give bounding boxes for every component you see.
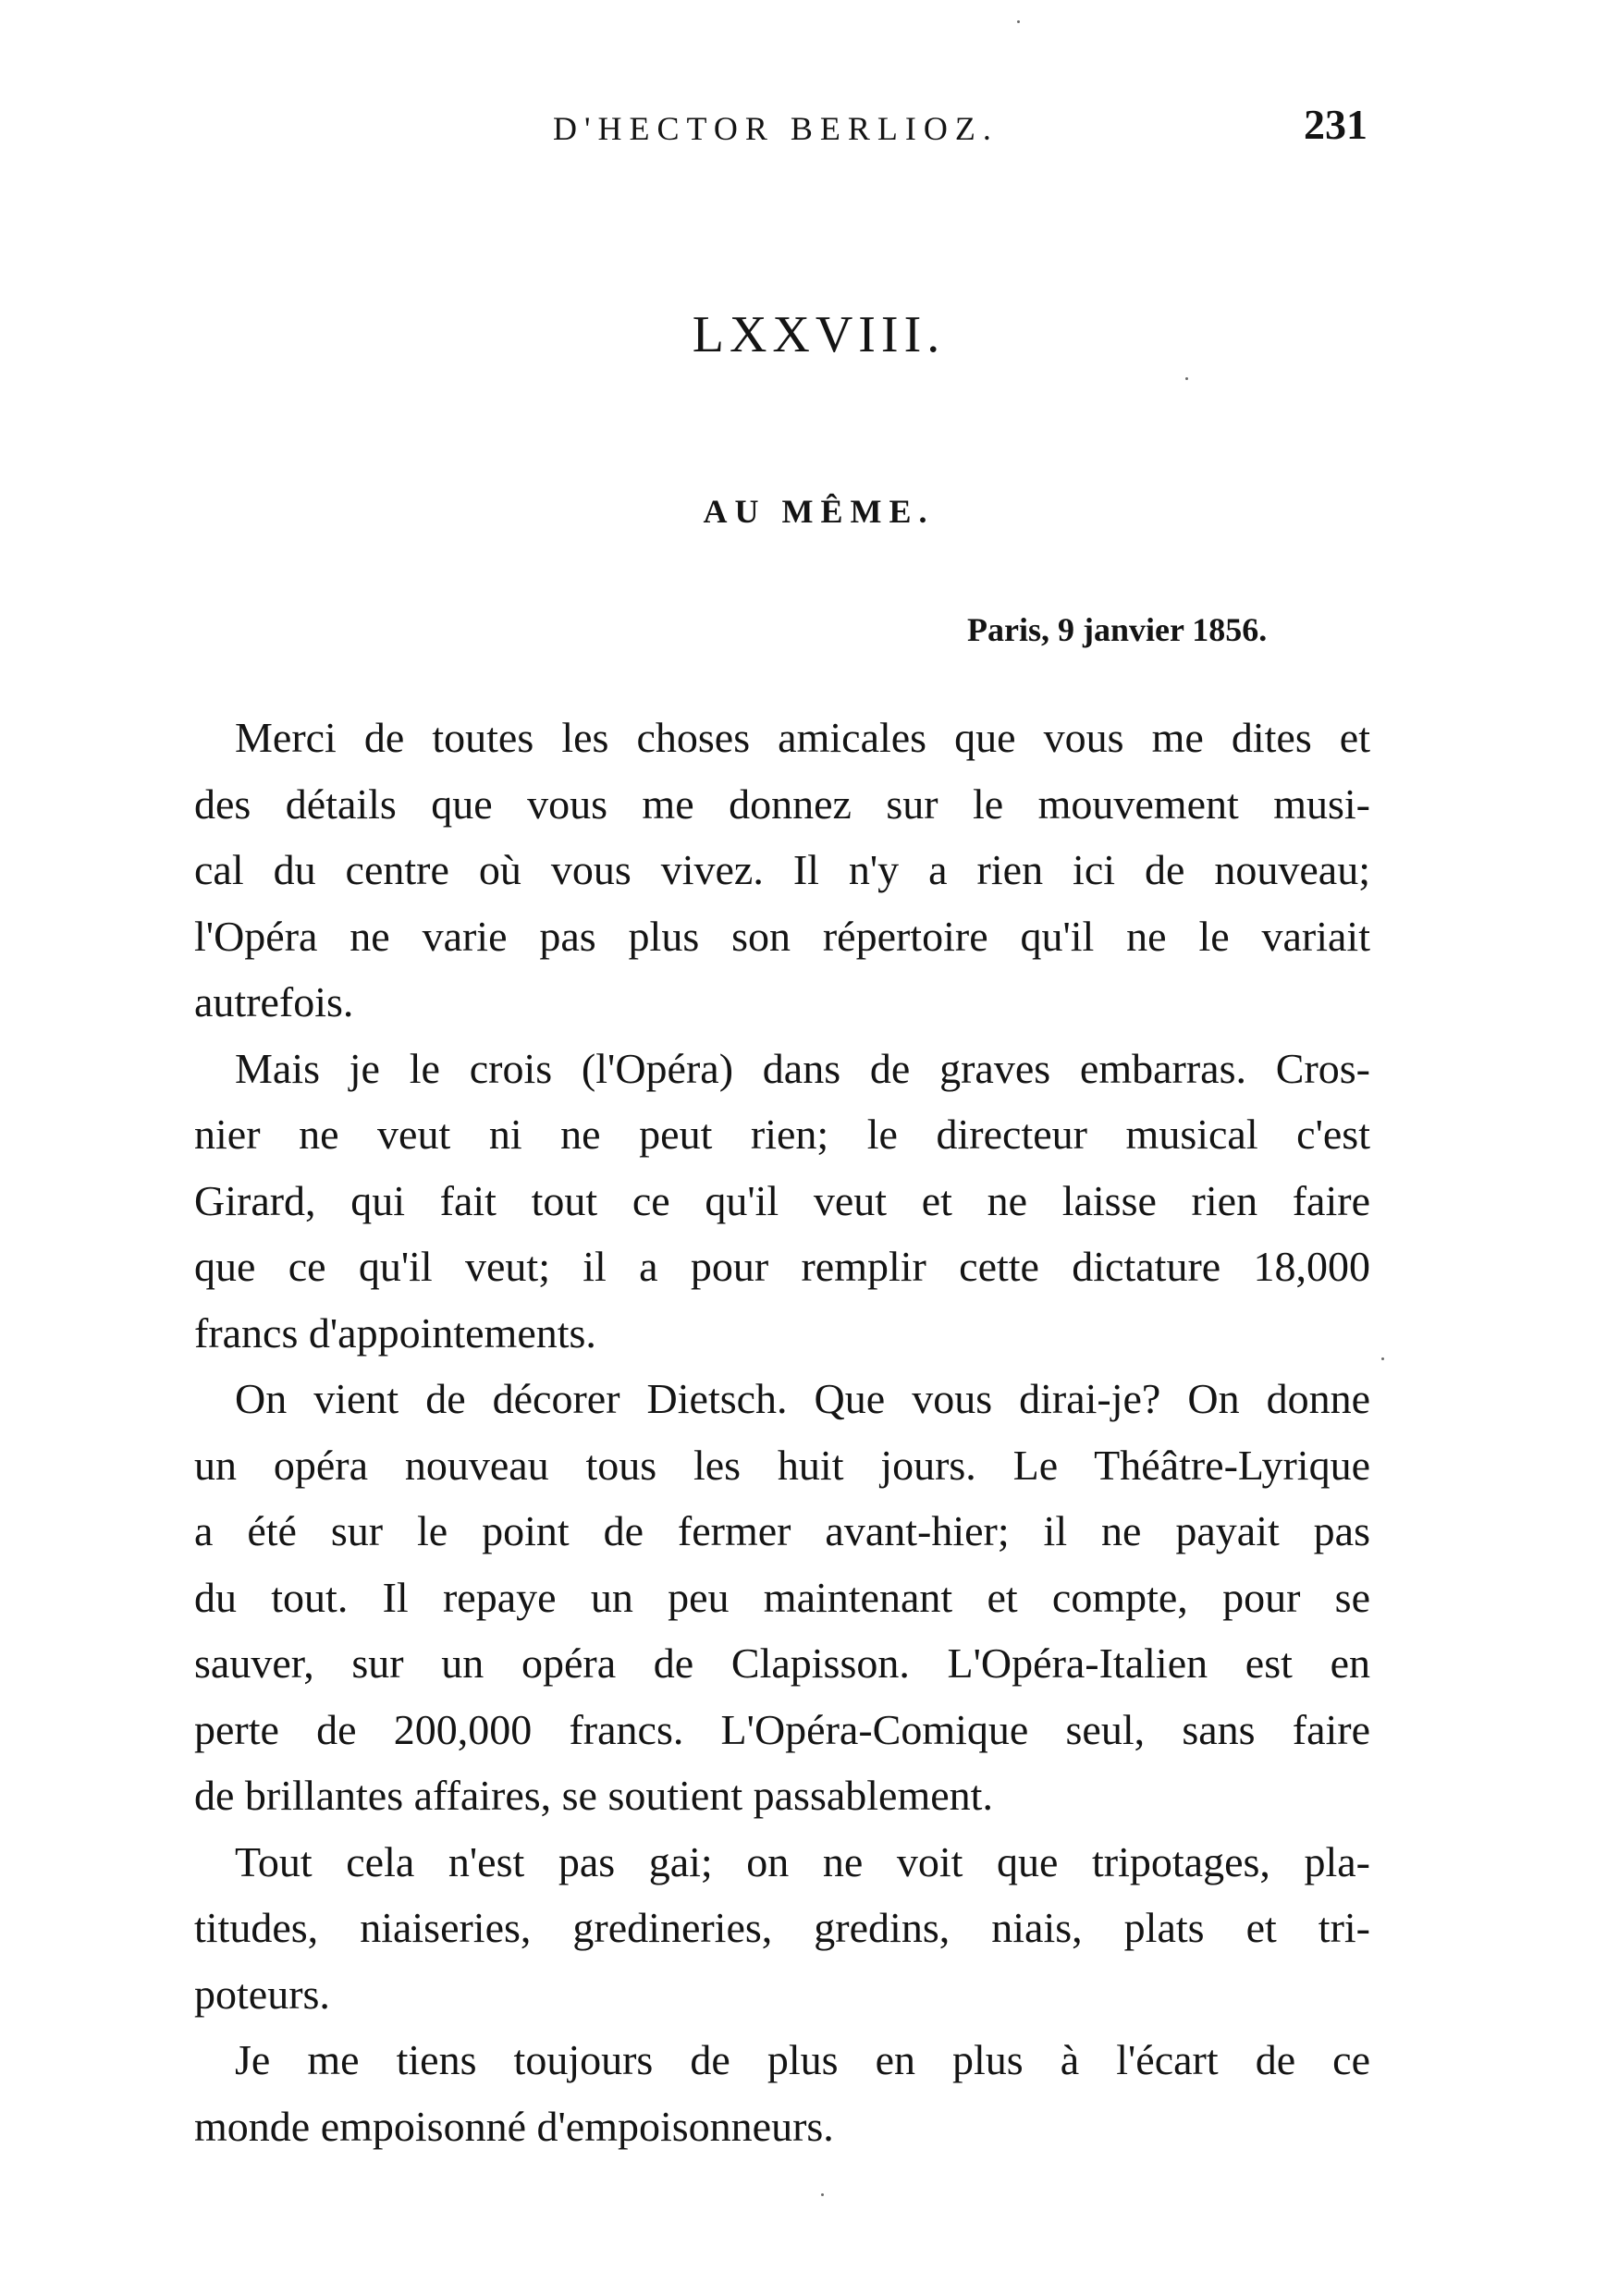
- text-line: cal du centre où vous vivez. Il n'y a rien ici de nouveau;: [194, 846, 1370, 893]
- letter-number-heading: LXXVIII.: [692, 306, 946, 363]
- text-line: nier ne veut ni ne peut rien; le directeur musical c'est: [194, 1111, 1370, 1158]
- letter-addressee: AU MÊME.: [703, 493, 935, 530]
- text-line: a été sur le point de fermer avant-hier; il ne payait pas: [194, 1507, 1370, 1554]
- paragraph: [194, 1366, 1370, 1829]
- paragraph: [194, 705, 1370, 1036]
- letter-dateline: Paris, 9 janvier 1856.: [967, 611, 1268, 648]
- print-speck: [1017, 20, 1020, 23]
- paragraph: [194, 1036, 1370, 1367]
- print-speck: [821, 2193, 824, 2196]
- page-number: 231: [1304, 101, 1368, 148]
- letter-body: [194, 705, 1370, 2159]
- text-line: sauver, sur un opéra de Clapisson. L'Opéra-Italien est en: [194, 1639, 1370, 1687]
- text-line: Je me tiens toujours de plus en plus à l'écart de ce: [235, 2036, 1370, 2083]
- text-line: un opéra nouveau tous les huit jours. Le Théâtre-Lyrique: [194, 1441, 1370, 1489]
- text-line: Merci de toutes les choses amicales que vous me dites et: [235, 714, 1370, 761]
- text-line: Mais je le crois (l'Opéra) dans de graves embarras. Cros-: [235, 1044, 1370, 1092]
- text-line: francs d'appointements.: [194, 1308, 596, 1357]
- text-line: Girard, qui fait tout ce qu'il veut et ne laisse rien faire: [194, 1176, 1370, 1224]
- text-line: perte de 200,000 francs. L'Opéra-Comique seul, sans faire: [194, 1705, 1370, 1753]
- text-line: du tout. Il repaye un peu maintenant et compte, pour se: [194, 1573, 1370, 1621]
- text-line: titudes, niaiseries, gredineries, gredins, niais, plats et tri-: [194, 1904, 1370, 1951]
- text-line: que ce qu'il veut; il a pour remplir cette dictature 18,000: [194, 1243, 1370, 1290]
- paragraph: [194, 2027, 1370, 2159]
- text-line: monde empoisonné d'empoisonneurs.: [194, 2102, 834, 2150]
- running-head-title: D'HECTOR BERLIOZ.: [553, 110, 999, 147]
- text-line: autrefois.: [194, 978, 354, 1025]
- text-line: poteurs.: [194, 1970, 330, 2018]
- text-line: Tout cela n'est pas gai; on ne voit que tripotages, pla-: [235, 1837, 1370, 1885]
- text-line: On vient de décorer Dietsch. Que vous dirai-je? On donne: [235, 1375, 1370, 1422]
- text-line: de brillantes affaires, se soutient passablement.: [194, 1772, 993, 1819]
- paragraph: [194, 1829, 1370, 2028]
- print-speck: [1381, 1357, 1384, 1360]
- text-line: l'Opéra ne varie pas plus son répertoire qu'il ne le variait: [194, 912, 1370, 960]
- text-line: des détails que vous me donnez sur le mouvement musi-: [194, 780, 1370, 828]
- print-speck: [1185, 377, 1188, 380]
